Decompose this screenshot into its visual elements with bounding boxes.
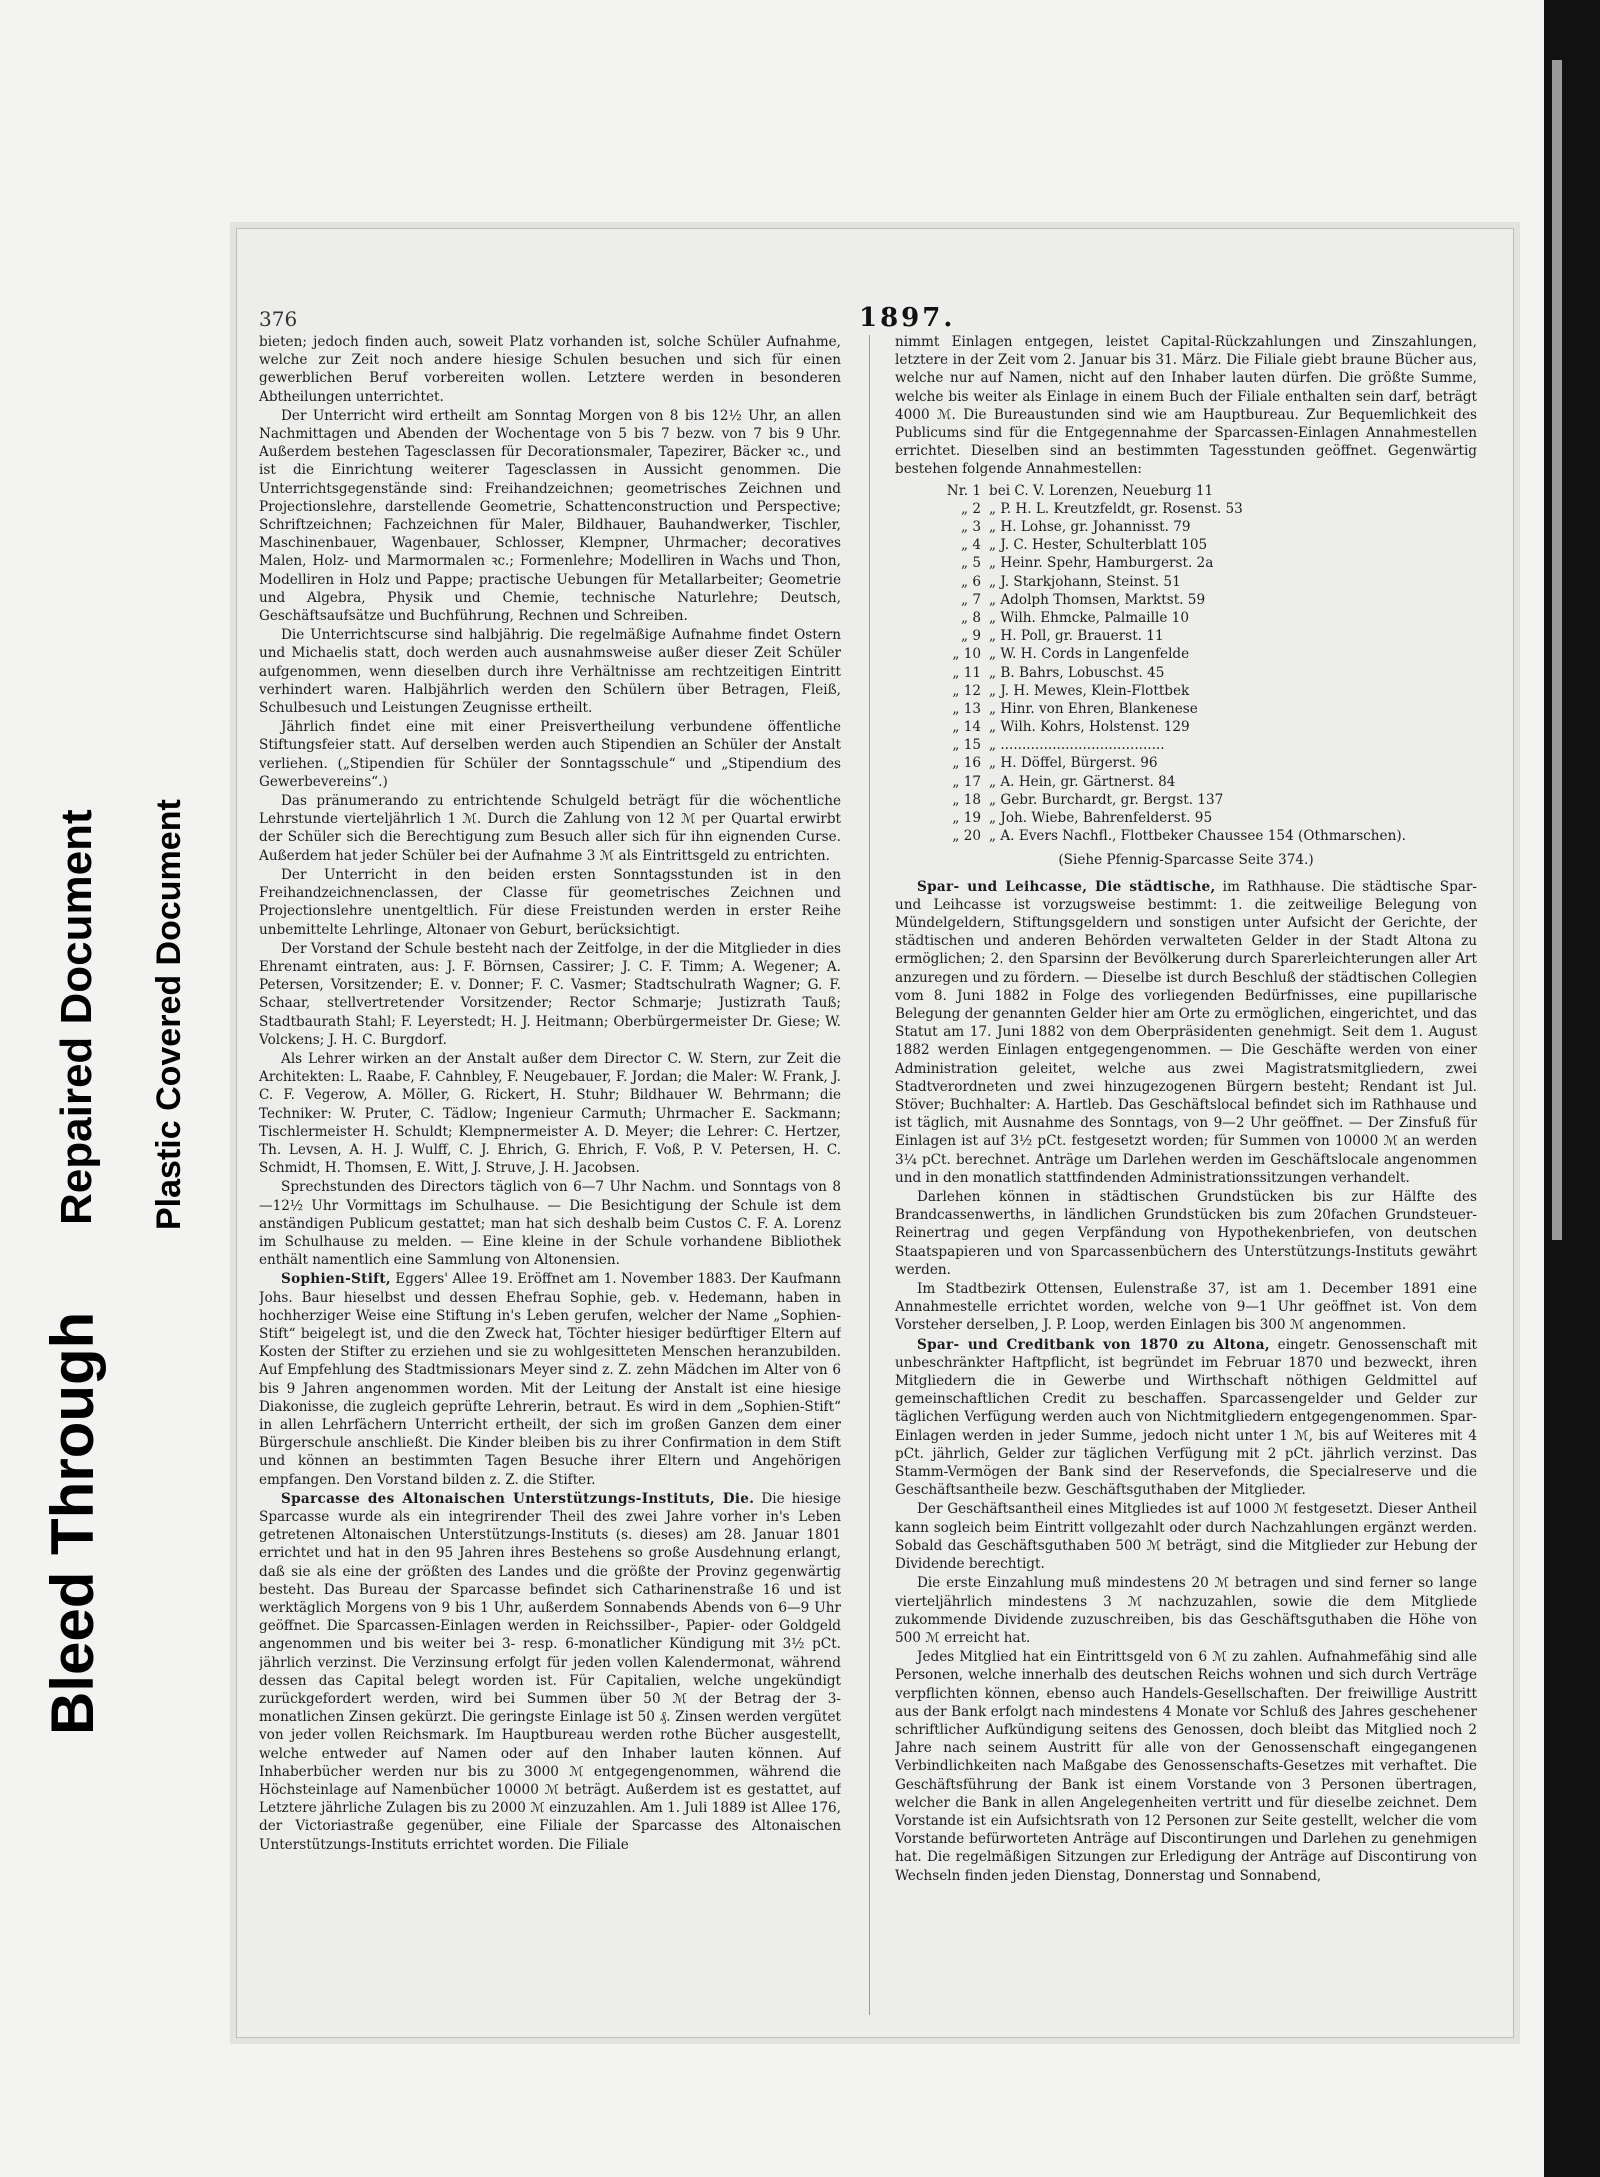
annahmestelle-number: „ 18 [952, 791, 981, 808]
entry-creditbank [895, 1336, 1477, 1500]
repaired-document-label: Repaired Document [52, 809, 101, 1225]
annahmestelle-item [895, 573, 1477, 591]
annahmestelle-address: „ Wilh. Ehmcke, Palmaille 10 [989, 609, 1189, 626]
paragraph: Als Lehrer wirken an der Anstalt außer dem Director C. W. Stern, zur Zeit die Architekten: L. Raabe, F. Cahnbley, F. Neugebauer, F. Jordan; die Maler: W. Frank, J. C. F. Vegerow, A. Möller, G. Rickert, H. Stuhr; Bildhauer W. Behrmann; die Techniker: W. Pruter, C. Tädlow; Ingenieur Carmuth; Uhrmacher E. Sackmann; Tischlermeister H. Schuldt; Klempnermeister A. D. Meyer; die Lehrer: C. Hertzer, Th. Levsen, A. H. J. Wulff, C. J. Ehrich, G. Ehrich, F. Voß, P. V. Petersen, H. C. Schmidt, H. Thomsen, E. Witt, J. Struve, J. H. Jacobsen. [259, 1050, 841, 1177]
entry-heading: Sophien-Stift, [281, 1271, 391, 1288]
paragraph: Die Unterrichtscurse sind halbjährig. Die regelmäßige Aufnahme findet Ostern und Michaelis statt, doch werden auch ausnahmsweise außer dieser Zeit Schüler aufgenommen, wenn dieselben durch ihre Verhältnisse am rechtzeitigen Eintritt verhindert waren. Halbjährlich werden den Schülern über Betragen, Fleiß, Schulbesuch und Leistungen Zeugnisse ertheilt. [259, 627, 841, 717]
entry-text: eingetr. Genossenschaft mit unbeschränkter Haftpflicht, ist begründet im Februar 1870 und bezweckt, ihren Mitgliedern die in Gewerbe und Wirthschaft nöthigen Geldmittel auf gemeinschaftlichen Credit zu beschaffen. Sparcassengelder und Gelder zur täglichen Verfügung werden auch von Nichtmitgliedern entgegengenommen. Spar-Einlagen werden in jeder Summe, jedoch nicht unter 1 ℳ, bis auf Weiteres mit 4 pCt. jährlich, Gelder zur täglichen Verfügung mit 2 pCt. jährlich verzinst. Das Stamm-Vermögen der Bank sind der Reservefonds, die Specialreserve und die Geschäftsantheile bezw. Geschäftsguthaben der Mitglieder. [895, 1336, 1477, 1499]
annahmestelle-item [895, 773, 1477, 791]
annahmestelle-item [895, 627, 1477, 645]
annahmestelle-item [895, 682, 1477, 700]
annahmestelle-number: „ 14 [952, 719, 981, 736]
annahmestelle-address: „ W. H. Cords in Langenfelde [989, 646, 1190, 663]
paragraph: Das pränumerando zu entrichtende Schulgeld beträgt für die wöchentliche Lehrstunde vierteljährlich 1 ℳ. Durch die Zahlung von 12 ℳ per Quartal erwirbt der Schüler sich die Berechtigung zum Besuch aller sich für ihn eignenden Curse. Außerdem hat jeder Schüler bei der Aufnahme 3 ℳ als Eintrittsgeld zu entrichten. [259, 793, 841, 864]
column-divider [869, 335, 870, 2015]
plastic-covered-label: Plastic Covered Document [150, 799, 188, 1230]
annahmestelle-number: „ 2 [960, 500, 981, 517]
annahmestelle-item [895, 554, 1477, 572]
annahmestelle-address: „ B. Bahrs, Lobuschst. 45 [989, 664, 1165, 681]
scanner-edge [1544, 0, 1600, 2177]
annahmestellen-list [895, 482, 1477, 846]
paragraph: nimmt Einlagen entgegen, leistet Capital-Rückzahlungen und Zinszahlungen, letztere in der Zeit vom 2. Januar bis 31. März. Die Filiale giebt braune Bücher aus, welche nur auf Namen, nicht auf den Inhaber lauten dürfen. Die größte Summe, welche bis weiter als Einlage in einem Buch der Filiale enthalten sein darf, beträgt 4000 ℳ. Die Bureaustunden sind wie am Hauptbureau. Zur Bequemlichkeit des Publicums sind für die Entgegennahme der Sparcassen-Einlagen Annahmestellen errichtet. Dieselben sind an bestimmten Tagesstunden geöffnet. Gegenwärtig bestehen folgende Annahmestellen: [895, 334, 1477, 478]
annahmestelle-address: bei C. V. Lorenzen, Neueburg 11 [989, 482, 1214, 499]
entry-sophien-stift [259, 1270, 841, 1488]
paragraph: Jährlich findet eine mit einer Preisvertheilung verbundene öffentliche Stiftungsfeier statt. Auf derselben werden auch Stipendien an Schüler der Anstalt verliehen. („Stipendien für Schüler der Sonntagsschule“ und „Stipendium des Gewerbevereins“.) [259, 719, 841, 790]
paragraph: Der Geschäftsantheil eines Mitgliedes ist auf 1000 ℳ festgesetzt. Dieser Antheil kann sogleich beim Eintritt vollgezahlt oder durch Nachzahlungen ergänzt werden. Sobald das Geschäftsguthaben 500 ℳ beträgt, sind die Mitglieder zur Hebung der Dividende berechtigt. [895, 1501, 1477, 1573]
annahmestelle-address: „ Heinr. Spehr, Hamburgerst. 2a [989, 555, 1214, 572]
annahmestelle-item [895, 500, 1477, 518]
annahmestelle-number: „ 3 [960, 519, 981, 535]
annahmestelle-item [895, 645, 1477, 663]
page-header [259, 303, 1491, 335]
annahmestelle-item [895, 482, 1477, 500]
annahmestelle-item [895, 518, 1477, 536]
annahmestelle-address: „ H. Poll, gr. Brauerst. 11 [989, 628, 1164, 645]
annahmestelle-item [895, 591, 1477, 609]
entry-heading: Sparcasse des Altonaischen Unterstützungs-Instituts, Die. [281, 1490, 755, 1507]
entry-text: im Rathhause. Die städtische Spar- und Leihcasse ist vorzugsweise bestimmt: 1. die zeitweilige Belegung von Mündelgeldern, Stiftungsgeldern und sonstigen unter Aufsicht der Gerichte, der städtischen und anderen Behörden verwalteten Gelder in der Stadt Altona zu ermöglichen; 2. den Sparsinn der Bevölkerung durch Sparerleichterungen aller Art anzuregen und zu fördern. — Dieselbe ist durch Beschluß der städtischen Collegien vom 8. Juni 1882 in Folge des vorliegenden Bedürfnisses, eine pupillarische Belegung der genannten Gelder hier am Orte zu ermöglichen, eingerichtet, und das Statut am 17. Juni 1882 von dem Oberpräsidenten genehmigt. Seit dem 1. August 1882 werden Einlagen entgegengenommen. — Die Geschäfte werden von einer Administration geleitet, welche aus zwei Magistratsmitgliedern, zwei Stadtverordneten und zwei hinzugezogenen Bürgern besteht; Rendant ist Jul. Stöver; Buchhalter: A. Hartleb. Das Geschäftslocal befindet sich im Rathhause und ist täglich, mit Ausnahme des Sonntags, von 9—2 Uhr geöffnet. — Der Zinsfuß für Einlagen ist auf 3½ pCt. festgesetzt worden; für Summen von 10000 ℳ an werden 3¼ pCt. berechnet. Anträge um Darlehen werden im Geschäftslocale angenommen und in den monatlich stattfindenden Administrationssitzungen verhandelt. [895, 878, 1477, 1186]
annahmestelle-number: „ 11 [952, 664, 981, 681]
annahmestelle-address: „ A. Evers Nachfl., Flottbeker Chaussee 154 (Othmarschen). [989, 828, 1406, 845]
annahmestelle-number: „ 7 [960, 591, 981, 608]
annahmestelle-address: „ Joh. Wiebe, Bahrenfelderst. 95 [989, 810, 1213, 826]
paragraph: Darlehen können in städtischen Grundstücken bis zur Hälfte des Brandcassenwerths, in ländlichen Grundstücken bis zum 20fachen Grundsteuer-Reinertrag und gegen Verpfändung von Hypothekenbriefen, von deutschen Staatspapieren und von Sparcassenbüchern des Unterstützungs-Instituts gewährt werden. [895, 1189, 1477, 1278]
left-column [259, 333, 841, 2023]
annahmestelle-address: „ Adolph Thomsen, Marktst. 59 [989, 591, 1206, 608]
annahmestelle-address: „ J. C. Hester, Schulterblatt 105 [989, 537, 1208, 554]
paragraph: Der Unterricht in den beiden ersten Sonntagsstunden ist in den Freihandzeichnenclassen, der Classe für geometrisches Zeichnen und Projectionslehre unentgeltlich. Für diese Freistunden werden in erster Reihe unbemittelte Lehrlinge, Altonaer von Geburt, berücksichtigt. [259, 866, 841, 938]
annahmestelle-number: „ 9 [960, 628, 981, 645]
paragraph: Die erste Einzahlung muß mindestens 20 ℳ betragen und sind ferner so lange vierteljährlich mindestens 3 ℳ nachzuzahlen, sowie die dem Mitgliede zukommende Dividende zuzuschreiben, bis das Geschäftsguthaben die Höhe von 500 ℳ erreicht hat. [895, 1575, 1477, 1646]
scan-condition-labels [0, 0, 220, 2177]
entry-sparcasse [259, 1490, 841, 1854]
bleed-through-label: Bleed Through [39, 1311, 106, 1735]
entry-text: Die hiesige Sparcasse wurde als ein integrirender Theil des zwei Jahre vorher in's Leben getretenen Altonaischen Unterstützungs-Instituts (s. dieses) am 28. Januar 1801 errichtet und hat in den 95 Jahren ihres Bestehens so große Ausdehnung erlangt, daß sie als eine der größten des Landes und die größte der Provinz gegenwärtig besteht. Das Bureau der Sparcasse befindet sich Catharinenstraße 16 und ist werktäglich Morgens von 9 bis 1 Uhr, außerdem Sonnabends Abends von 6—9 Uhr geöffnet. Die Sparcassen-Einlagen werden in Reichssilber-, Papier- oder Goldgeld angenommen und bis weiter bei 3- resp. 6-monatlicher Kündigung mit 3½ pCt. jährlich verzinst. Die Verzinsung erfolgt für jeden vollen Kalendermonat, während dessen das Capital belegt worden ist. Für Capitalien, welche ungekündigt zurückgefordert werden, wird bei Summen über 50 ℳ der Betrag der 3-monatlichen Zinsen gekürzt. Die geringste Einlage ist 50 ₰. Zinsen werden vergütet von jeder vollen Reichsmark. Im Hauptbureau werden rothe Bücher ausgestellt, welche entweder auf Namen oder auf den Inhaber lauten können. Auf Inhaberbücher werden nur bis zu 3000 ℳ entgegengenommen, während die Höchsteinlage auf Namenbücher 10000 ℳ beträgt. Außerdem ist es gestattet, auf Letztere jährliche Zulagen bis zu 2000 ℳ einzuzahlen. Am 1. Juli 1889 ist Allee 176, der Victoriastraße gegenüber, eine Filiale der Sparcasse des Altonaischen Unterstützungs-Instituts errichtet worden. Die Filiale [259, 1490, 841, 1853]
annahmestelle-number: „ 19 [952, 810, 981, 826]
paragraph: bieten; jedoch finden auch, soweit Platz vorhanden ist, solche Schüler Aufnahme, welche zur Zeit noch andere hiesige Schulen besuchen und sich für einen gewerblichen Beruf vorbereiten wollen. Letztere werden in besonderen Abtheilungen unterrichtet. [259, 334, 841, 405]
book-page [236, 228, 1514, 2038]
annahmestelle-item [895, 809, 1477, 827]
annahmestelle-number: „ 8 [960, 609, 981, 626]
paragraph: Jedes Mitglied hat ein Eintrittsgeld von 6 ℳ zu zahlen. Aufnahmefähig sind alle Personen, welche innerhalb des deutschen Reichs wohnen und sich durch Verträge verpflichten können, ebenso auch Handels-Gesellschaften. Der freiwillige Austritt aus der Bank erfolgt nach mindestens 4 Monate vor Schluß des Jahres geschehener schriftlicher Aufkündigung seitens des Genossen, doch bleibt das Mitglied noch 2 Jahre nach seinem Austritt für alle von der Genossenschaft eingegangenen Verbindlichkeiten nach Maßgabe des Genossenschafts-Gesetzes mit verhaftet. Die Geschäftsführung der Bank ist einem Vorstande von 3 Personen übertragen, welcher die Bank in allen Angelegenheiten vertritt und für dieselbe zeichnet. Dem Vorstande ist ein Aufsichtsrath von 12 Personen zur Seite gestellt, welcher die vom Vorstande befürworteten Anträge auf Discontirungen und Darlehen zu genehmigen hat. Die regelmäßigen Sitzungen zur Erledigung der Anträge auf Discontirung von Wechseln finden jeden Dienstag, Donnerstag und Sonnabend, [895, 1649, 1477, 1884]
annahmestelle-number: „ 4 [960, 537, 981, 554]
annahmestelle-item [895, 736, 1477, 754]
annahmestelle-item [895, 791, 1477, 809]
annahmestelle-item [895, 664, 1477, 682]
paragraph: Der Vorstand der Schule besteht nach der Zeitfolge, in der die Mitglieder in dies Ehrenamt eintraten, aus: J. F. Börnsen, Cassirer; J. C. F. Timm; A. Wegener; A. Petersen, Vorsitzender; E. v. Donner; F. C. Vasmer; Stadtschulrath Wagner; G. F. Schaar, stellvertretender Vorsitzender; Rector Schmarje; Justizrath Tauß; Stadtbaurath Stahl; F. Leyerstedt; H. J. Heitmann; Oberbürgermeister Dr. Giese; W. Volckens; J. H. C. Burgdorf. [259, 940, 841, 1048]
entry-heading: Spar- und Leihcasse, Die städtische, [917, 878, 1216, 895]
annahmestelle-item [895, 536, 1477, 554]
annahmestelle-number: „ 20 [952, 828, 981, 845]
annahmestelle-address: „ P. H. L. Kreutzfeldt, gr. Rosenst. 53 [989, 500, 1243, 517]
annahmestelle-address: „ J. Starkjohann, Steinst. 51 [989, 573, 1181, 590]
paragraph: Sprechstunden des Directors täglich von 6—7 Uhr Nachm. und Sonntags von 8—12½ Uhr Vormittags im Schulhause. — Die Besichtigung der Schule ist dem anständigen Publicum gestattet; man hat sich deshalb beim Custos C. F. A. Lorenz im Schulhause zu melden. — Eine kleine in der Schule vorhandene Bibliothek enthält namentlich eine Sammlung von Altonensien. [259, 1179, 841, 1269]
annahmestelle-address: „ H. Döffel, Bürgerst. 96 [989, 755, 1158, 772]
annahmestelle-address: „ Wilh. Kohrs, Holstenst. 129 [989, 719, 1190, 736]
cross-reference-note: (Siehe Pfennig-Sparcasse Seite 374.) [1058, 852, 1314, 869]
annahmestelle-address: „ H. Lohse, gr. Johannisst. 79 [989, 519, 1191, 535]
annahmestelle-address: „ Gebr. Burchardt, gr. Bergst. 137 [989, 791, 1224, 808]
annahmestelle-address: „ Hinr. von Ehren, Blankenese [989, 700, 1198, 717]
annahmestelle-number: „ 16 [952, 755, 981, 772]
annahmestelle-number: Nr. 1 [946, 482, 981, 499]
right-column [895, 333, 1477, 2023]
annahmestelle-item [895, 609, 1477, 627]
annahmestelle-item [895, 827, 1477, 845]
page-number: 376 [259, 307, 298, 331]
annahmestelle-number: „ 17 [952, 773, 981, 790]
annahmestelle-number: „ 13 [952, 700, 981, 717]
annahmestelle-number: „ 6 [960, 573, 981, 590]
annahmestelle-number: „ 12 [952, 682, 981, 699]
annahmestelle-number: „ 10 [952, 646, 981, 663]
annahmestelle-number: „ 5 [960, 555, 981, 572]
paragraph: Der Unterricht wird ertheilt am Sonntag Morgen von 8 bis 12½ Uhr, an allen Nachmittagen und Abenden der Wochentage von 5 bis 7 bezw. von 7 bis 9 Uhr. Außerdem bestehen Tagesclassen für Decorationsmaler, Tapezirer, Bäcker ꝛc., und ist die Einrichtung weiterer Tagesclassen in Aussicht genommen. Die Unterrichtsgegenstände sind: Freihandzeichnen; geometrisches Zeichnen und Projectionslehre, darstellende Geometrie, Schattenconstruction und Perspective; Schriftzeichnen; Fachzeichnen für Maler, Bildhauer, Bauhandwerker, Tischler, Maschinenbauer, Wagenbauer, Schlosser, Klempner, Uhrmacher; decoratives Malen, Holz- und Marmormalen ꝛc.; Formenlehre; Modelliren in Wachs und Thon, Modelliren in Holz und Pappe; practische Uebungen für Metallarbeiter; Geometrie und Algebra, Physik und Chemie, technische Naturlehre; Deutsch, Geschäftsaufsätze und Buchführung, Rechnen und Schreiben. [259, 407, 841, 625]
entry-text: Eggers' Allee 19. Eröffnet am 1. November 1883. Der Kaufmann Johs. Baur hieselbst und dessen Ehefrau Sophie, geb. v. Hedemann, haben in hochherziger Weise eine Stiftung in's Leben gerufen, welcher der Name „Sophien-Stift“ beigelegt ist, und die den Zweck hat, Töchter hiesiger bedürftiger Eltern auf Kosten der Stifter zu erziehen und sie zu wohlgesitteten Menschen heranzubilden. Auf Empfehlung des Stadtmissionars Meyer sind z. Z. zehn Mädchen im Alter von 6 bis 9 Jahren angenommen worden. Mit der Leitung der Anstalt ist eine hiesige Diakonisse, die zugleich geprüfte Lehrerin, betraut. Es wird in dem „Sophien-Stift“ in allen Lehrfächern Unterricht ertheilt, der sich im großen Ganzen dem einer Bürgerschule anschließt. Die Kinder bleiben bis zu ihrer Confirmation in dem Stift und können an bestimmten Tagen Besuche ihrer Eltern und Angehörigen empfangen. Den Vorstand bilden z. Z. die Stifter. [259, 1271, 841, 1488]
annahmestelle-item [895, 754, 1477, 772]
entry-heading: Spar- und Creditbank von 1870 zu Altona, [917, 1336, 1270, 1353]
paragraph: Im Stadtbezirk Ottensen, Eulenstraße 37, ist am 1. December 1891 eine Annahmestelle errichtet worden, welche von 9—1 Uhr geöffnet ist. Von dem Vorsteher derselben, J. P. Loop, werden Einlagen bis 300 ℳ angenommen. [895, 1281, 1477, 1334]
annahmestelle-address: „ J. H. Mewes, Klein-Flottbek [989, 682, 1190, 699]
annahmestelle-item [895, 700, 1477, 718]
annahmestelle-item [895, 718, 1477, 736]
annahmestelle-address: „ ...................................... [989, 737, 1165, 754]
annahmestelle-address: „ A. Hein, gr. Gärtnerst. 84 [989, 773, 1176, 790]
page-year: 1897. [859, 303, 956, 333]
scanner-edge-highlight [1552, 60, 1562, 1240]
entry-spar-leihcasse [895, 878, 1477, 1187]
annahmestelle-number: „ 15 [952, 737, 981, 754]
